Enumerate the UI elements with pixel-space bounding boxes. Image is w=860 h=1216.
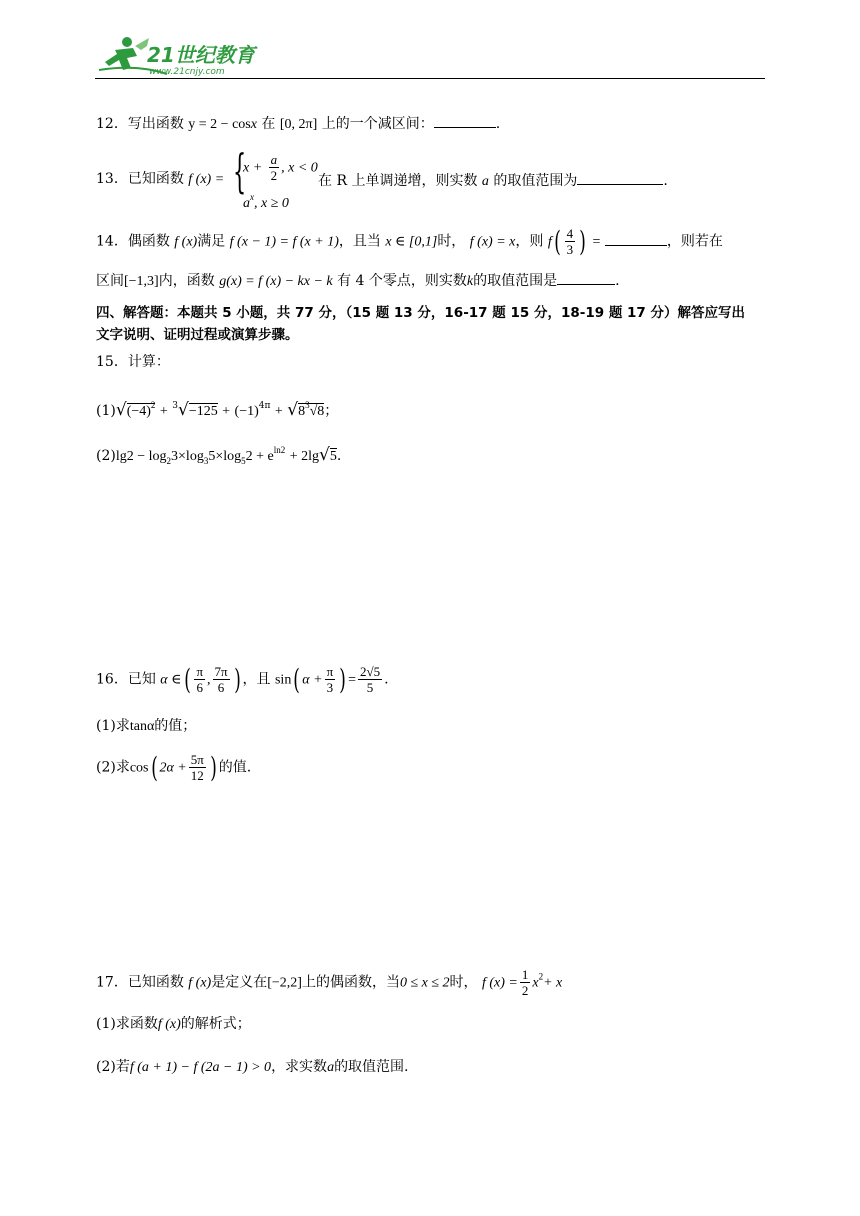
q13-text-c: 的取值范围为 [493, 173, 578, 189]
q15-p2-d: 2 + e [245, 449, 274, 464]
q14-frac-den: 3 [566, 242, 574, 257]
q12-text-a: 写出函数 [127, 116, 184, 132]
q15-p2-a-sub: 2 [166, 456, 172, 466]
q16-frac-5 [189, 752, 206, 783]
q16-number: 16． [96, 671, 128, 688]
question-16: 16．已知 α ∈( $\frac{\pi}{6}$ , $\frac{7\pi}{6}$ ) ，且 sin( α + $\frac{\pi}{3}$ ) = $\frac{2√5}{5}$ . [96, 662, 389, 696]
q17-rest: x [532, 975, 539, 991]
q13-case2-exp: x [250, 192, 254, 202]
q15-p2-c: 5×log [208, 449, 242, 464]
question-16-part-2: (2)求cos( 2α + $\frac{5\pi}{12}$ ) 的值. [96, 750, 252, 784]
q14-fx: f (x) [174, 234, 198, 250]
question-14-line-2 [96, 270, 620, 291]
q15-p1-c-exp: 4π [258, 401, 271, 411]
q17-frac [520, 967, 531, 998]
q17-p1-label: (1)求函数 [96, 1016, 158, 1032]
q15-p1-d: 8 [298, 404, 306, 419]
q16-cos: cos [129, 760, 149, 776]
question-14-line-1: 14．偶函数 f (x)满足 f (x − 1) = f (x + 1)，且当 x ∈ [0,1]时， f (x) = x，则 f( $\frac{4}{3}$ ) = ，则若在 [96, 224, 723, 258]
q13-answer-blank[interactable] [577, 170, 663, 185]
q14-end: . [615, 273, 620, 289]
q12-expr: y = 2 − cos [188, 117, 251, 132]
question-16-part-1 [96, 717, 196, 736]
q16-tan: tanα [129, 719, 155, 734]
q13-case2-base: a [243, 196, 250, 211]
q12-end: . [495, 116, 501, 132]
q17-cond: 0 ≤ x ≤ 2 [399, 975, 450, 991]
logo-url-text: www.21cnjy.com [149, 67, 225, 77]
q17-interval: [−2,2] [267, 975, 302, 991]
q14-text-i: 有 4 个零点，则实数 [337, 273, 467, 289]
question-17-part-1 [96, 1015, 251, 1034]
q16-text-b: ，且 [242, 671, 271, 688]
q14-equals: = [592, 234, 601, 250]
question-17 [96, 967, 562, 998]
q15-p2-d-exp: ln2 [273, 445, 286, 455]
q15-p2-c-sub: 5 [241, 456, 246, 466]
q16-f2-den: 6 [217, 680, 225, 695]
q12-text-b: 在 [261, 116, 276, 132]
q12-var: x [250, 117, 257, 132]
q15-p1-a: (−4) [126, 404, 151, 419]
q17-rest2: + x [543, 975, 563, 991]
q16-frac-2 [213, 664, 230, 695]
q17-number: 17． [96, 974, 128, 991]
q17-text-d: 时， [449, 974, 478, 991]
q14-text-c: ，且当 [338, 233, 381, 250]
q13-case-1 [243, 152, 318, 183]
q14-gx: g(x) = f (x) − kx − k [219, 274, 333, 289]
section-4-heading-1: 四、解答题：本题共 5 小题，共 77 分，（15 题 13 分，16-17 题 15 分，18-19 题 17 分）解答应写出 [96, 305, 746, 321]
q16-alpha2: α + [302, 672, 323, 688]
q15-p1-end: ； [324, 403, 339, 419]
question-15-part-1: $(1)√(-4)^2 + ^3√-125 + (-1)^{4\pi} + √8^3√8$； [96, 400, 339, 420]
q14-frac-num: 4 [566, 226, 574, 241]
q13-tail [318, 170, 668, 191]
q15-p1-sqrt-d: $8^3√8$ [298, 400, 325, 419]
q15-p2-b: 3×log [171, 449, 204, 464]
q17-p1-fx: f (x) [157, 1017, 181, 1032]
q13-var-a: a [481, 174, 489, 189]
q14-text-e: ，则 [515, 233, 544, 250]
question-12 [96, 113, 500, 134]
q13-brace: { [233, 144, 247, 198]
q17-frac-den: 2 [521, 983, 529, 998]
q14-cond: x ∈ [0,1] [385, 234, 438, 250]
q13-case2-cond: , x ≥ 0 [254, 196, 289, 211]
q15-p1-a-exp: 2 [150, 400, 156, 410]
q13-fx: f (x) = [188, 172, 225, 187]
q14-answer-blank-2[interactable] [557, 270, 615, 285]
q13-frac-den: 2 [270, 168, 278, 183]
section-4-heading-2: 文字说明、证明过程或演算步骤。 [96, 327, 299, 343]
q15-p2-a: lg2 − log [115, 449, 167, 464]
q15-p2-label: (2) [96, 448, 116, 464]
q17-p2-expr: f (a + 1) − f (2a − 1) > 0 [129, 1060, 272, 1075]
question-15-title: 15．计算： [96, 354, 170, 370]
q17-p2-mid: ，求实数 [271, 1059, 328, 1075]
q16-p1-end: 的值； [154, 718, 197, 734]
q14-frac [565, 226, 576, 257]
q16-f4-num: 2√5 [359, 664, 381, 679]
q16-p1-label: (1)求 [96, 718, 130, 734]
q15-p1-c: (−1) [234, 404, 259, 419]
q17-p2-end: 的取值范围. [334, 1059, 409, 1075]
q14-text-d: 时， [437, 233, 466, 250]
q16-p2-label: (2)求 [96, 759, 130, 776]
q16-equals: = [348, 672, 356, 688]
q17-text-b: 是定义在 [211, 974, 268, 991]
q17-p2-label: (2)若 [96, 1059, 130, 1075]
q16-frac-4 [358, 664, 382, 695]
q16-f2-num: 7π [214, 664, 228, 679]
q16-f1-den: 6 [196, 680, 203, 695]
q15-p1-d2: 8 [317, 404, 325, 419]
q13-end: . [663, 173, 668, 189]
q15-p2-b-sub: 3 [203, 456, 209, 466]
q12-text-c: 上的一个减区间： [321, 116, 434, 132]
q16-f4-den: 5 [366, 680, 374, 695]
q13-text-a: 已知函数 [127, 171, 184, 187]
q15-p2-f: 5 [329, 449, 337, 464]
page-header [95, 32, 765, 80]
q14-interval: [−1,3] [124, 274, 159, 289]
q14-answer-blank-1[interactable] [605, 231, 667, 246]
q15-p1-b: −125 [188, 404, 218, 419]
q15-p1-d-index: 3 [305, 400, 310, 410]
q15-p1-sqrt-a [126, 400, 156, 419]
question-15-part-2: $(2)\lg 2 - \log_23\times\log_35\times\log_52 + e^{ln2} + 2\lg√5$. [96, 445, 342, 466]
q13-frac-num: a [270, 152, 278, 167]
q13-case1-cond: , x < 0 [281, 160, 318, 176]
q16-inner: 2α + [159, 760, 187, 776]
q17-fx: f (x) [188, 975, 212, 991]
header-rule [95, 78, 765, 79]
q17-frac-num: 1 [521, 967, 529, 982]
q16-frac-3 [325, 664, 336, 695]
q16-comma: , [207, 672, 211, 688]
q14-f: f [547, 234, 552, 250]
q12-number: 12． [96, 116, 128, 132]
q13-case1-frac [269, 152, 280, 183]
q16-f5-num: 5π [190, 752, 204, 767]
q16-f3-den: 3 [326, 680, 334, 695]
q14-text-b: 满足 [197, 233, 226, 250]
q14-eq: f (x − 1) = f (x + 1) [229, 234, 339, 250]
q16-alpha: α ∈ [160, 672, 182, 688]
q16-f3-num: π [326, 664, 334, 679]
q15-p1-b-index: 3 [172, 401, 178, 411]
logo-cn-text: 21世纪教育 [147, 43, 255, 67]
q17-text-c: 上的偶函数，当 [301, 974, 400, 991]
q15-p2-end: . [336, 448, 342, 464]
q14-text-f: ，则若在 [666, 233, 723, 250]
q14-number: 14． [96, 233, 128, 250]
q12-interval: [0, 2π] [279, 117, 318, 132]
q16-f5-den: 12 [190, 768, 204, 783]
question-17-part-2 [96, 1058, 409, 1077]
q13-number: 13． [96, 171, 128, 187]
q12-answer-blank[interactable] [434, 113, 496, 128]
q15-p1-label: (1) [96, 403, 116, 419]
q14-text-g: 区间 [96, 273, 124, 289]
q16-f1-num: π [196, 664, 204, 679]
q13-case1-a: x + [243, 160, 263, 176]
21cnjy-logo [97, 34, 267, 78]
q17-rest-exp: 2 [538, 971, 544, 982]
q16-p2-end: 的值. [218, 759, 252, 776]
q13-case-2 [243, 188, 289, 213]
q14-var-k: k [466, 274, 474, 289]
q14-text-a: 偶函数 [127, 233, 170, 250]
q13-text-b: 在 R 上单调递增，则实数 [318, 173, 478, 189]
q15-p2-e: + 2lg [289, 449, 319, 464]
q16-sin: sin [274, 672, 292, 688]
q16-end: . [384, 671, 389, 688]
q16-frac-1 [194, 664, 205, 695]
q14-text-h: 内，函数 [158, 273, 215, 289]
q17-p1-end: 的解析式； [180, 1016, 251, 1032]
question-13 [96, 170, 224, 189]
q14-text-j: 的取值范围是 [473, 273, 558, 289]
q17-fx2: f (x) = [482, 975, 518, 991]
q16-text-a: 已知 [127, 671, 156, 688]
q14-fx2: f (x) = x [469, 234, 516, 250]
q17-p2-var-a: a [327, 1060, 335, 1075]
q17-text-a: 已知函数 [127, 974, 184, 991]
